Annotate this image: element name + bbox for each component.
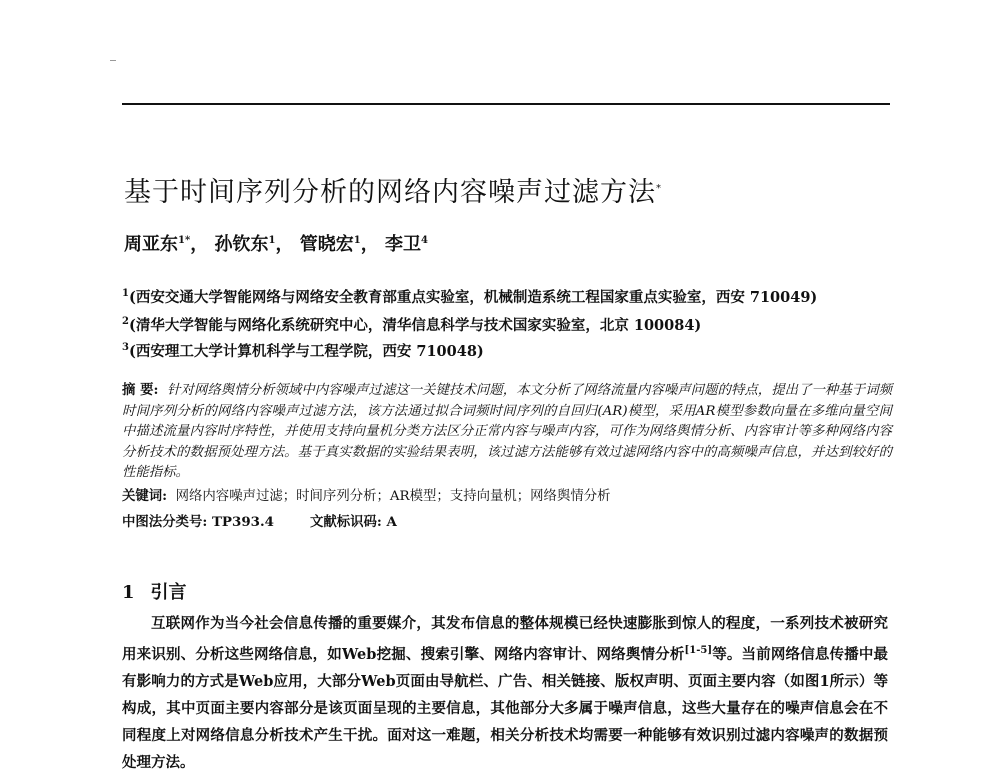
doc-code-label: 文献标识码: [309,514,382,530]
citation-ref: [1-5] [684,645,713,656]
keywords [122,485,611,504]
keywords-text: 网络内容噪声过滤；时间序列分析；AR模型；支持向量机；网络舆情分析 [175,489,611,504]
intro-text-cont: 等。当前网络信息传播中最有影响力的方式是Web应用，大部分Web页面由导航栏、广告、相关链接、版权声明、页面主要内容（如图1所示）等构成，其中页面主要内容部分是该页面呈现的主要信息，其他部分大多属于噪声信息，这些大量存在的噪声信息会在不同程度上对网络信息分析技术产生干扰。面对这一难题，相关分析技术均需要一种能够有效识别过滤内容噪声的数据预处理方法。 [122,645,889,771]
clc-label: 中图法分类号: [122,514,208,530]
affiliation [122,340,484,361]
clc-code [122,514,274,530]
author-mark: 1 [268,235,276,246]
abstract-label: 摘 要: [122,382,159,398]
title-text: 基于时间序列分析的网络内容噪声过滤方法 [124,177,656,208]
author-name: 孙钦东 [214,234,269,255]
abstract [122,380,892,484]
affiliation-text: (西安交通大学智能网络与网络安全教育部重点实验室，机械制造系统工程国家重点实验室，西安 710049) [128,289,818,306]
intro-text: 互联网作为当今社会信息传播的重要媒介，其发布信息的整体规模已经快速膨胀到惊人的程度，一系列技术被研究用来识别、分析这些网络信息，如Web挖掘、搜索引擎、网络内容审计、网络舆情分析 [122,615,888,663]
affiliation-text: (西安理工大学计算机科学与工程学院，西安 710048) [128,343,484,360]
classification-line [122,511,433,530]
doc-code-value: A [386,514,397,530]
author-name: 李卫 [384,234,421,255]
author-name: 周亚东 [124,234,178,255]
title-footnote-mark: * [656,183,662,194]
author-name: 管晓宏 [299,234,354,255]
affiliation-text: (清华大学智能与网络化系统研究中心，清华信息科学与技术国家实验室，北京 100084) [128,317,702,334]
intro-paragraph [122,610,888,776]
margin-mark [110,60,116,61]
section-number: 1 [122,582,135,603]
section-heading [122,578,187,604]
abstract-text: 针对网络舆情分析领域中内容噪声过滤这一关键技术问题，本文分析了网络流量内容噪声问题的特点，提出了一种基于词频时间序列分析的网络内容噪声过滤方法，该方法通过拟合词频时间序列的自回归(AR)模型，采用AR模型参数向量在多维向量空间中描述流量内容时序特性，并使用支持向量机分类方法区分正常内容与噪声内容，可作为网络舆情分析、内容审计等多种网络内容分析技术的数据预处理方法。基于真实数据的实验结果表明，该过滤方法能够有效过滤网络内容中的高频噪声信息，并达到较好的性能指标。 [122,383,893,480]
header-rule [122,103,890,105]
keywords-label: 关键词: [122,488,168,504]
author-mark: 1 [353,235,361,246]
author-mark: 1* [178,235,191,246]
author-list: 周亚东$^{1*}$， 孙钦东$^1$， 管晓宏$^1$， 李卫$^4$ [124,234,428,255]
affiliation-mark: 2 [122,316,129,328]
author-mark: 4 [420,235,428,246]
paper-title [124,170,662,209]
affiliation [122,314,701,335]
affiliation-mark: 3 [122,342,129,354]
doc-code [310,514,397,530]
clc-value: TP393.4 [211,514,274,530]
affiliation-mark: 1 [122,288,129,300]
affiliation [122,286,817,307]
section-title: 引言 [150,582,187,603]
